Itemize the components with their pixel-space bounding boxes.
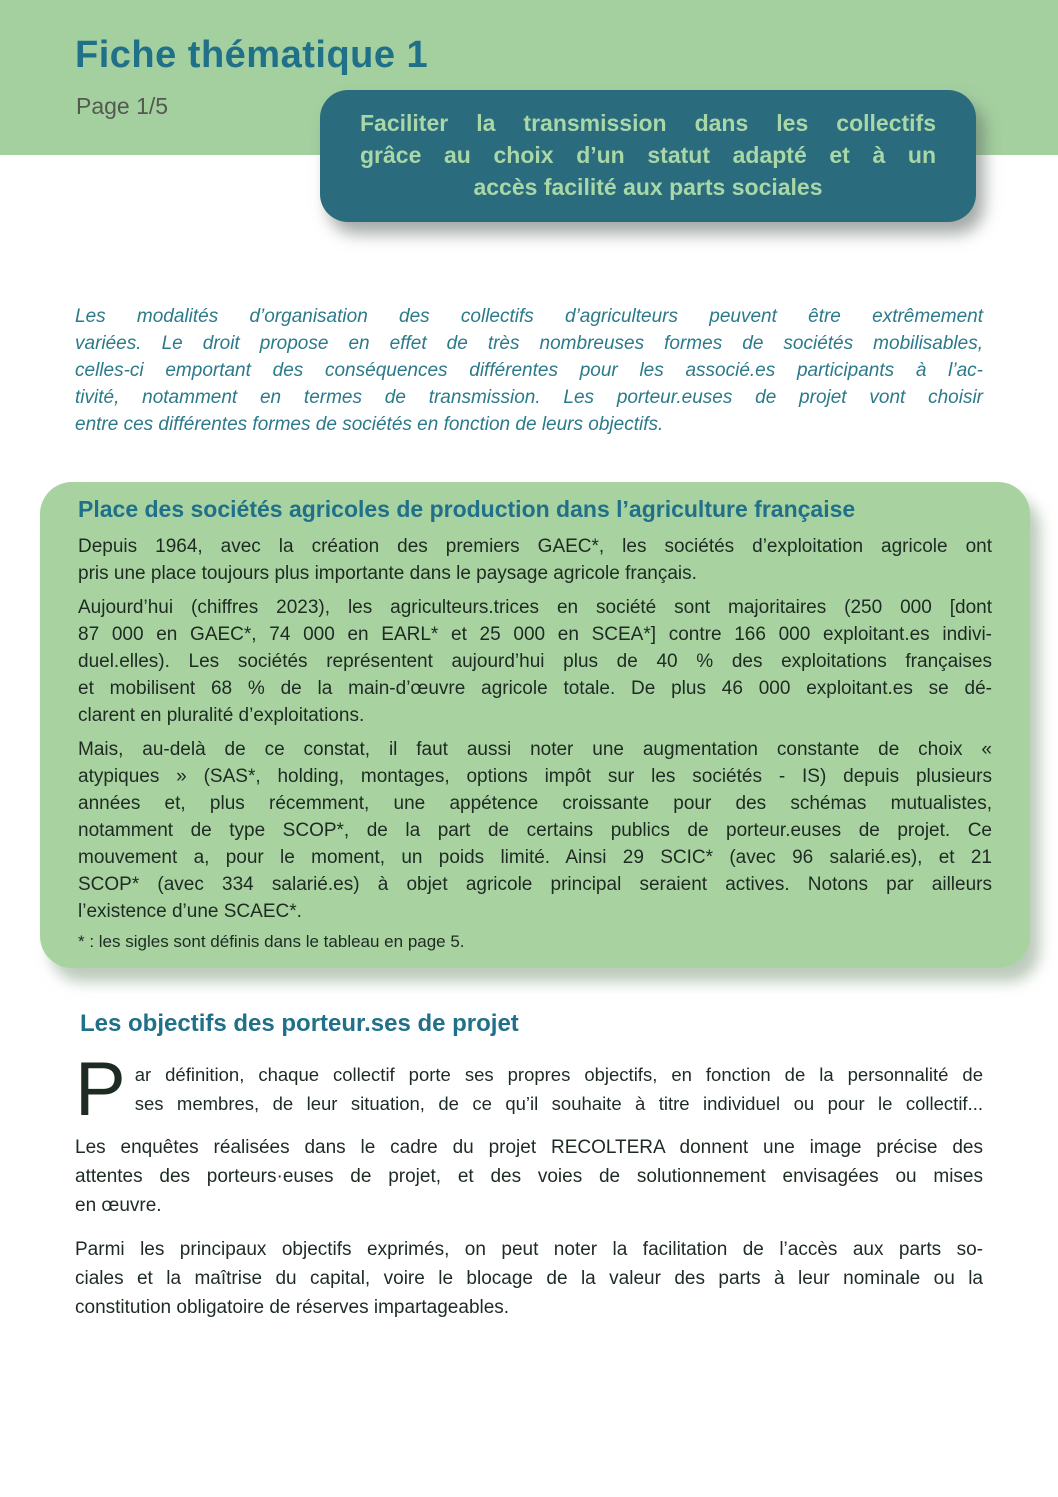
text-line: celles-ci emportant des conséquences différentes pour les associé.es participants à l’ac- <box>75 360 983 381</box>
text-line: constitution obligatoire de réserves impartageables. <box>75 1297 510 1318</box>
text-line: atypiques » (SAS*, holding, montages, options impôt sur les sociétés - IS) depuis plusieurs <box>78 766 992 787</box>
highlight-box-body <box>78 533 992 925</box>
text-line: 87 000 en GAEC*, 74 000 en EARL* et 25 000 en SCEA*] contre 166 000 exploitant.es indivi- <box>78 624 992 645</box>
text-line: pris une place toujours plus importante dans le paysage agricole français. <box>78 563 697 584</box>
text-line: accès facilité aux parts sociales <box>473 174 823 200</box>
text-line: entre ces différentes formes de sociétés en fonction de leurs objectifs. <box>75 414 664 435</box>
paragraph <box>78 594 992 729</box>
text-line: Mais, au-delà de ce constat, il faut aussi noter une augmentation constante de choix « <box>78 739 992 760</box>
text-line: Aujourd’hui (chiffres 2023), les agriculteurs.trices en société sont majoritaires (250 000 [dont <box>78 597 992 618</box>
text-line: tivité, notamment en termes de transmission. Les porteur.euses de projet vont choisir <box>75 387 983 408</box>
text-line: ar définition, chaque collectif porte ses propres objectifs, en fonction de la personnalité de <box>134 1064 983 1085</box>
page-title: Fiche thématique 1 <box>75 34 429 76</box>
text-line: Les enquêtes réalisées dans le cadre du projet RECOLTERA donnent une image précise des <box>75 1137 983 1158</box>
page-number-label: Page 1/5 <box>76 93 169 119</box>
paragraph <box>75 1235 983 1322</box>
drop-cap-letter: P <box>75 1047 126 1132</box>
text-line: ciales et la maîtrise du capital, voire le blocage de la valeur des parts à leur nominale ou la <box>75 1268 983 1289</box>
objectives-paragraphs <box>75 1133 983 1322</box>
text-line: et mobilisent 68 % de la main-d’œuvre agricole totale. De plus 46 000 exploitant.es se dé- <box>78 678 992 699</box>
highlight-box-heading: Place des sociétés agricoles de production dans l’agriculture française <box>78 496 856 522</box>
banner-title <box>360 107 936 203</box>
text-line: notamment de type SCOP*, de la part de certains publics de porteur.euses de projet. Ce <box>78 820 992 841</box>
paragraph <box>75 1133 983 1220</box>
drop-cap-lines <box>75 1047 983 1132</box>
highlight-box <box>40 482 1030 968</box>
text-line: clarent en pluralité d’exploitations. <box>78 705 365 726</box>
title-banner <box>320 90 976 222</box>
text-line: années et, plus récemment, une appétence croissante pour des schémas mutualistes, <box>78 793 992 814</box>
paragraph <box>78 736 992 925</box>
intro-paragraph <box>75 303 983 438</box>
text-line: mouvement a, pour le moment, un poids limité. Ainsi 29 SCIC* (avec 96 salarié.es), et 21 <box>78 847 992 868</box>
text-line: en œuvre. <box>75 1195 162 1216</box>
text-line: Depuis 1964, avec la création des premiers GAEC*, les sociétés d’exploitation agricole ont <box>78 536 992 557</box>
text-line: SCOP* (avec 334 salarié.es) à objet agricole principal seraient actives. Notons par ailleurs <box>78 874 992 895</box>
text-line: l’existence d’une SCAEC*. <box>78 901 302 922</box>
text-line: attentes des porteurs·euses de projet, et des voies de solutionnement envisagées ou mises <box>75 1166 983 1187</box>
text-line: Faciliter la transmission dans les collectifs <box>360 110 936 136</box>
text-line: duel.elles). Les sociétés représentent aujourd’hui plus de 40 % des exploitations françaises <box>78 651 992 672</box>
text-line: variées. Le droit propose en effet de très nombreuses formes de sociétés mobilisables, <box>75 333 983 354</box>
text-line: Parmi les principaux objectifs exprimés, on peut noter la facilitation de l’accès aux parts so- <box>75 1239 983 1260</box>
objectives-heading: Les objectifs des porteur.ses de projet <box>80 1010 519 1037</box>
text-line: ses membres, de leur situation, de ce qu’il souhaite à titre individuel ou pour le collectif... <box>134 1093 983 1114</box>
paragraph <box>78 533 992 587</box>
text-line: grâce au choix d’un statut adapté et à un <box>360 142 936 168</box>
objectives-paragraph-dropcap <box>75 1047 983 1132</box>
text-line: Les modalités d’organisation des collectifs d’agriculteurs peuvent être extrêmement <box>75 306 983 327</box>
footnote: * : les sigles sont définis dans le tableau en page 5. <box>78 932 465 951</box>
